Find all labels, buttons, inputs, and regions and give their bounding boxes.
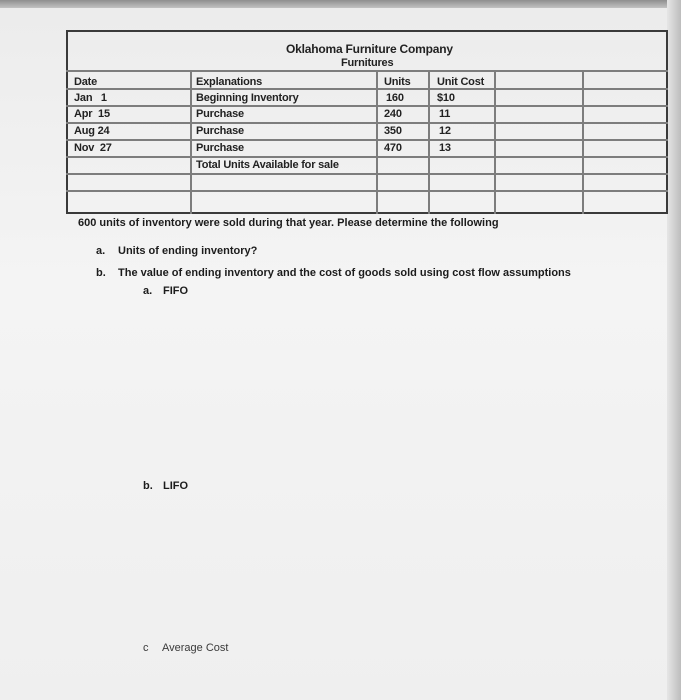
grid-line (66, 122, 668, 124)
grid-line (66, 70, 668, 72)
header-units: Units (384, 76, 411, 88)
item-text: Units of ending inventory? (118, 245, 258, 257)
grid-line (66, 190, 668, 192)
item-marker: a. (96, 245, 106, 257)
row-units: 160 (386, 92, 404, 104)
sub-item-fifo: FIFO (163, 285, 189, 297)
grid-line (428, 70, 430, 214)
grid-line (376, 70, 378, 214)
row-explanation: Purchase (196, 108, 244, 120)
row-explanation: Beginning Inventory (196, 92, 299, 104)
row-cost: $10 (437, 92, 455, 104)
grid-line (66, 139, 668, 141)
sub-item-lifo: LIFO (163, 480, 189, 492)
sub-item-marker: c (143, 642, 149, 654)
row-date: Apr 15 (74, 108, 110, 120)
table-subtitle: Furnitures (341, 57, 394, 69)
row-units: 240 (384, 108, 402, 120)
page-edge (667, 0, 681, 700)
question-intro: 600 units of inventory were sold during that year. Please determine the following (78, 217, 499, 229)
grid-line (494, 70, 496, 214)
grid-line (66, 88, 668, 90)
grid-line (66, 173, 668, 175)
grid-line (582, 70, 584, 214)
row-explanation: Purchase (196, 125, 244, 137)
sub-item-marker: a. (143, 285, 153, 297)
grid-line (66, 156, 668, 158)
item-marker: b. (96, 267, 106, 279)
row-date: Nov 27 (74, 142, 112, 154)
company-title: Oklahoma Furniture Company (286, 42, 453, 56)
row-date: Jan 1 (74, 92, 107, 104)
row-units: 350 (384, 125, 402, 137)
sub-item-average-cost: Average Cost (162, 642, 229, 654)
row-cost: 13 (439, 142, 451, 154)
header-date: Date (74, 76, 98, 88)
row-cost: 12 (439, 125, 451, 137)
header-explanations: Explanations (196, 76, 263, 88)
row-explanation-total: Total Units Available for sale (196, 159, 339, 171)
header-unit-cost: Unit Cost (437, 76, 485, 88)
row-date: Aug 24 (74, 125, 110, 137)
grid-line (190, 70, 192, 214)
sub-item-marker: b. (143, 480, 153, 492)
grid-line (66, 105, 668, 107)
row-cost: 11 (439, 108, 451, 120)
item-text: The value of ending inventory and the cost of goods sold using cost flow assumptions (118, 267, 571, 279)
row-explanation: Purchase (196, 142, 244, 154)
row-units: 470 (384, 142, 402, 154)
